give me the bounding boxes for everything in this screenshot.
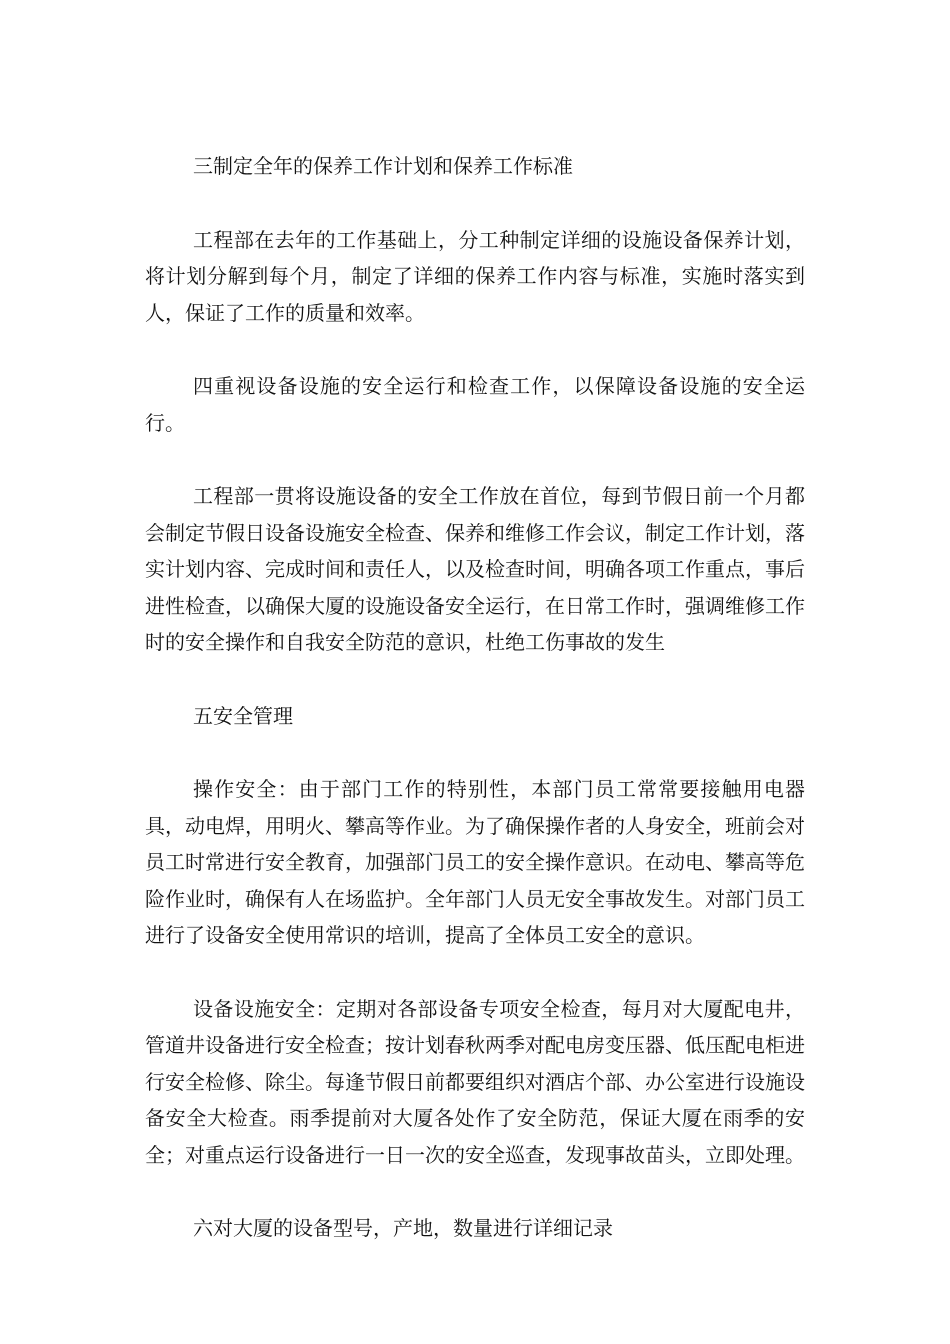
paragraph-equipment-safety: 设备设施安全：定期对各部设备专项安全检查，每月对大厦配电井，管道井设备进行安全检查；按计划春秋两季对配电房变压器、低压配电柜进行安全检修、除尘。每逢节假日前都要组织对酒店个部、办公室进行设施设备安全大检查。雨季提前对大厦各处作了安全防范，保证大厦在雨季的安全；对重点运行设备进行一日一次的安全巡查，发现事故苗头，立即处理。 [145, 996, 805, 1167]
paragraph-maintenance-plan: 工程部在去年的工作基础上，分工种制定详细的设施设备保养计划，将计划分解到每个月，制定了详细的保养工作内容与标准，实施时落实到人，保证了工作的质量和效率。 [145, 227, 805, 325]
section-heading-safety-inspection: 四重视设备设施的安全运行和检查工作，以保障设备设施的安全运行。 [145, 374, 805, 435]
paragraph-safety-inspection: 工程部一贯将设施设备的安全工作放在首位，每到节假日前一个月都会制定节假日设备设施安全检查、保养和维修工作会议，制定工作计划，落实计划内容、完成时间和责任人，以及检查时间，明确各项工作重点，事后进性检查，以确保大厦的设施设备安全运行，在日常工作时，强调维修工作时的安全操作和自我安全防范的意识，杜绝工伤事故的发生 [145, 484, 805, 654]
section-heading-equipment-records: 六对大厦的设备型号，产地，数量进行详细记录 [193, 1216, 613, 1240]
section-heading-maintenance-plan: 三制定全年的保养工作计划和保养工作标准 [193, 154, 573, 178]
paragraph-operation-safety: 操作安全：由于部门工作的特别性，本部门员工常常要接触用电器具，动电焊，用明火、攀高等作业。为了确保操作者的人身安全，班前会对员工时常进行安全教育，加强部门员工的安全操作意识。在动电、攀高等危险作业时，确保有人在场监护。全年部门人员无安全事故发生。对部门员工进行了设备安全使用常识的培训，提高了全体员工安全的意识。 [145, 777, 805, 947]
section-heading-safety-management: 五安全管理 [193, 703, 293, 728]
document-page [145, 148, 805, 1247]
